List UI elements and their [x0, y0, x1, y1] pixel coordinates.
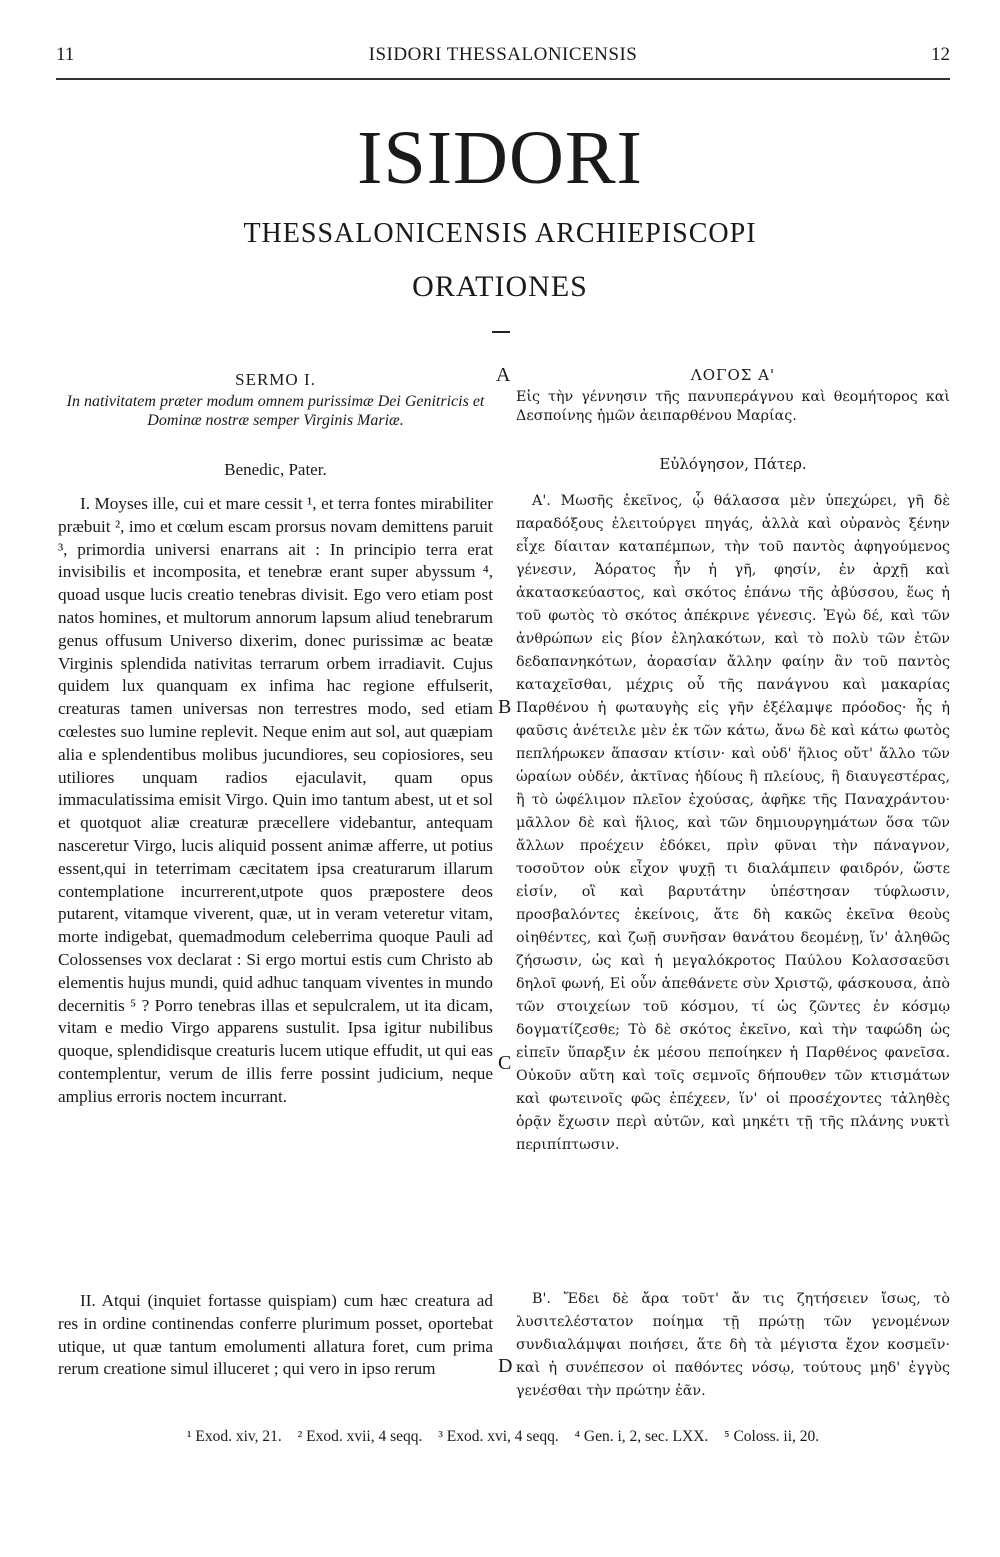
greek-body — [516, 490, 950, 1157]
footnote: ⁴ Gen. i, 2, sec. LXX. — [574, 1428, 709, 1445]
latin-benedic: Benedic, Pater. — [224, 460, 327, 479]
latin-body — [58, 493, 493, 1109]
greek-blessing: Εὐλόγησον, Πάτερ. — [659, 455, 807, 473]
header-rule — [56, 78, 950, 80]
title-divider — [492, 331, 510, 333]
greek-logos-heading: ΛΟΓΟΣ Α' — [690, 366, 776, 384]
main-title: ISIDORI — [357, 116, 643, 200]
latin-subtitle: In nativitatem præter modum omnem purissimæ Dei Genitricis et Dominæ nostræ semper Virginis Mariæ. — [66, 393, 485, 429]
greek-subtitle: Εἰς τὴν γέννησιν τῆς πανυπεράγνου καὶ θεομήτορος καὶ Δεσποίνης ἡμῶν ἀειπαρθένου Μαρίας. — [516, 389, 950, 424]
footnote: ¹ Exod. xiv, 21. — [186, 1428, 282, 1445]
column-marker-d: D — [498, 1355, 513, 1377]
greek-paragraph-2: Β'. Ἔδει δὲ ἄρα τοῦτ' ἄν τις ζητήσειεν ἴσως, τὸ λυσιτελέστατον ποίημα τῇ πρώτῃ τῶν γενομένων συνδιαλάμψαι ποιήσει, ἅτε δὴ τὰ μέγιστα ἔχον κοσμεῖν· καὶ ἡ συνέπεσον οἱ παθόντες νόσῳ, τούτους μηδ' ἐγγὺς γενέσθαι τὴν πρώτην ἐᾶν. — [516, 1291, 950, 1399]
latin-sermo-heading: SERMO I. — [235, 370, 316, 389]
footnote: ² Exod. xvii, 4 seqq. — [297, 1428, 423, 1445]
title-line-3: ORATIONES — [412, 270, 588, 303]
latin-body-2 — [58, 1290, 493, 1381]
column-marker-a: A — [496, 364, 511, 386]
page-number-right: 12 — [931, 44, 950, 65]
running-header — [56, 44, 950, 68]
greek-body-2 — [516, 1288, 950, 1403]
footnote: ⁵ Coloss. ii, 20. — [724, 1428, 820, 1445]
running-title: ISIDORI THESSALONICENSIS — [368, 44, 638, 65]
greek-paragraph-1: Α'. Μωσῆς ἐκεῖνος, ᾧ θάλασσα μὲν ὑπεχώρει, γῆ δὲ παραδόξους ἐλειτούργει πηγάς, ἀλλὰ καὶ οὐρανὸς ξένην εἶχε δίαιταν καταπέμπων, τὴν τοῦ παντὸς ἀφηγούμενος γένεσιν, Ἀόρατος ἦν ἡ γῆ, φησίν, ἐν ἀρχῇ καὶ ἀκατασκεύαστος, καὶ σκότος ἐπάνω τῆς ἀβύσσου, ἕως ἡ τοῦ φωτὸς τὸ σκότος ἀπέκρινε γένεσις. Ἐγὼ δέ, καὶ τῶν ἀνθρώπων εἰς βίον ἐληλακότων, καὶ τὸ πολὺ τῶν ἐτῶν δεδαπανηκότων, ἀορασίαν ἄλλην φαίην ἂν τοῦ παντὸς καταχεῖσθαι, μέχρις οὗ τῆς πανάγνου καὶ μακαρίας Παρθένου ἡ φωταυγὴς εἰς γῆν ἐξέλαμψε πρόοδος· ἧς ἡ φαῦσις ἀνέτειλε μὲν ἐκ τῶν κάτω, ἄνω δὲ καὶ κάτω φωτὸς πεπλήρωκεν ἅπασαν κτίσιν· καὶ οὐδ' ἥλιος οὔτ' ἄλλο τῶν ὡραίων οὐδέν, ἀκτῖνας ἡδίους ἢ πλείους, ἢ διαυγεστέρας, ἢ τὸ ὠφέλιμον πλεῖον ἐχούσας, ἀφῆκε τῆς Παναχράντου· μᾶλλον δὲ καὶ ἥλιος, καὶ τῶν δημιουργημάτων ὅσα τῶν ἄλλων προέχειν ἐδόκει, πρὶν φῦναι τὴν πάναγνον, τοσοῦτον οὐκ εἶχον ψυχῇ τι διαλάμπειν φαιδρόν, ὥστε εἰσίν, οἳ καὶ βαρυτάτην ὑπέστησαν τύφλωσιν, προσβαλόντες ἐκείνοις, ἅτε δὴ κακῶς ἐκεῖνα θεοὺς οἰηθέντες, καὶ ζωῇ συνῆσαν θανάτου δεομένῃ, ἵν' ἀληθῶς ζήσωσιν, ὡς καὶ ἡ μεγαλόκροτος Παύλου Κολασσαεῦσι δηλοῖ φωνή, Εἰ οὖν ἀπεθάνετε σὺν Χριστῷ, φάσκουσα, ἀπὸ τῶν στοιχείων τοῦ κόσμου, τί ὡς ζῶντες ἐν κόσμῳ δογματίζεσθε; Τὸ δὲ σκότος ἐκεῖνο, καὶ τὴν ταφώδη ὡς εἰπεῖν ὕπαρξιν ἐκ μέσου πεποίηκεν ἡ Παρθένος φανεῖσα. Οὐκοῦν αὕτη καὶ τοῖς σεμνοῖς δήπουθεν τῶν κτισμάτων καὶ φωτεινοῖς φῶς ἐπέχεεν, ἵν' οἱ προσέχοντες τἀληθὲς ὁρᾷν ἔχωσιν περὶ αὐτῶν, καὶ μηκέτι τῇ τῆς πλάνης νυκτὶ περιπίπτωσιν. — [516, 493, 950, 1153]
page-number-left: 11 — [56, 44, 75, 65]
latin-paragraph-1: I. Moyses ille, cui et mare cessit ¹, et terra fontes mirabiliter præbuit ², imo et cœlum escam prorsus novam demittens paruit ³, primordia universi enarrans ait : In principio terra erat invisibilis et incomposita, et tenebræ erant super abyssum ⁴, quoad usque lucis creatio tenebras divisit. Ego vero etiam post natos homines, et multorum annorum lapsum aliud tenebrarum genus offusum Universo dixerim, donec purissimæ ac beatæ Virginis splendida nativitas terrarum orbem irradiavit. Cujus quidem lux quanquam ex infima hac regione effulserit, creaturas tamen universas non terrestres modo, sed etiam cœlestes suo lumine replevit. Neque enim aut sol, aut quæpiam alia e splendentibus molibus jucundiores, seu copiosiores, seu utiliores unquam radios ejaculavit, quam opus immaculatissima emisit Virgo. Quin imo tantum abest, ut et sol et quotquot aliæ creaturæ præcellere videbantur, antequam nasceretur Virgo, lucis aliquid possent animæ afferre, ut potius essent,qui in teterrimam cæcitatem ipsa creaturarum illarum contemplatione incurrerent,utpote quos præpostere deos putarent, vitamque viverent, quæ, ut in veram veteretur vitam, morte indigebat, quemadmodum celeberrima quoque Pauli ad Colossenses vox declarat : Si ergo mortui estis cum Christo ab elementis hujus mundi, quid adhuc tanquam viventes in mundo decernitis ⁵ ? Porro tenebras illas et sepulcralem, ut ita dicam, vitam e medio Virgo apparens sustulit. Ipsa igitur nubilibus quoque, splendidisque creaturis lucem utique effudit, ut qui eas contemplentur, verum de illis ferre possint judicium, neque amplius erroris noctem incurrant. — [58, 494, 493, 1106]
column-marker-b: B — [498, 696, 512, 718]
footnote: ³ Exod. xvi, 4 seqq. — [438, 1428, 559, 1445]
title-line-2: THESSALONICENSIS ARCHIEPISCOPI — [243, 218, 757, 249]
latin-paragraph-2: II. Atqui (inquiet fortasse quispiam) cum hæc creatura ad res in ordine continendas conferre plurimum posset, oportebat utique, ut quæ tantum emolumenti allatura foret, cum prima rerum creatione simul illuceret ; qui vero in ipso rerum — [58, 1291, 493, 1379]
column-marker-c: C — [498, 1052, 512, 1074]
footnotes — [56, 1428, 950, 1446]
